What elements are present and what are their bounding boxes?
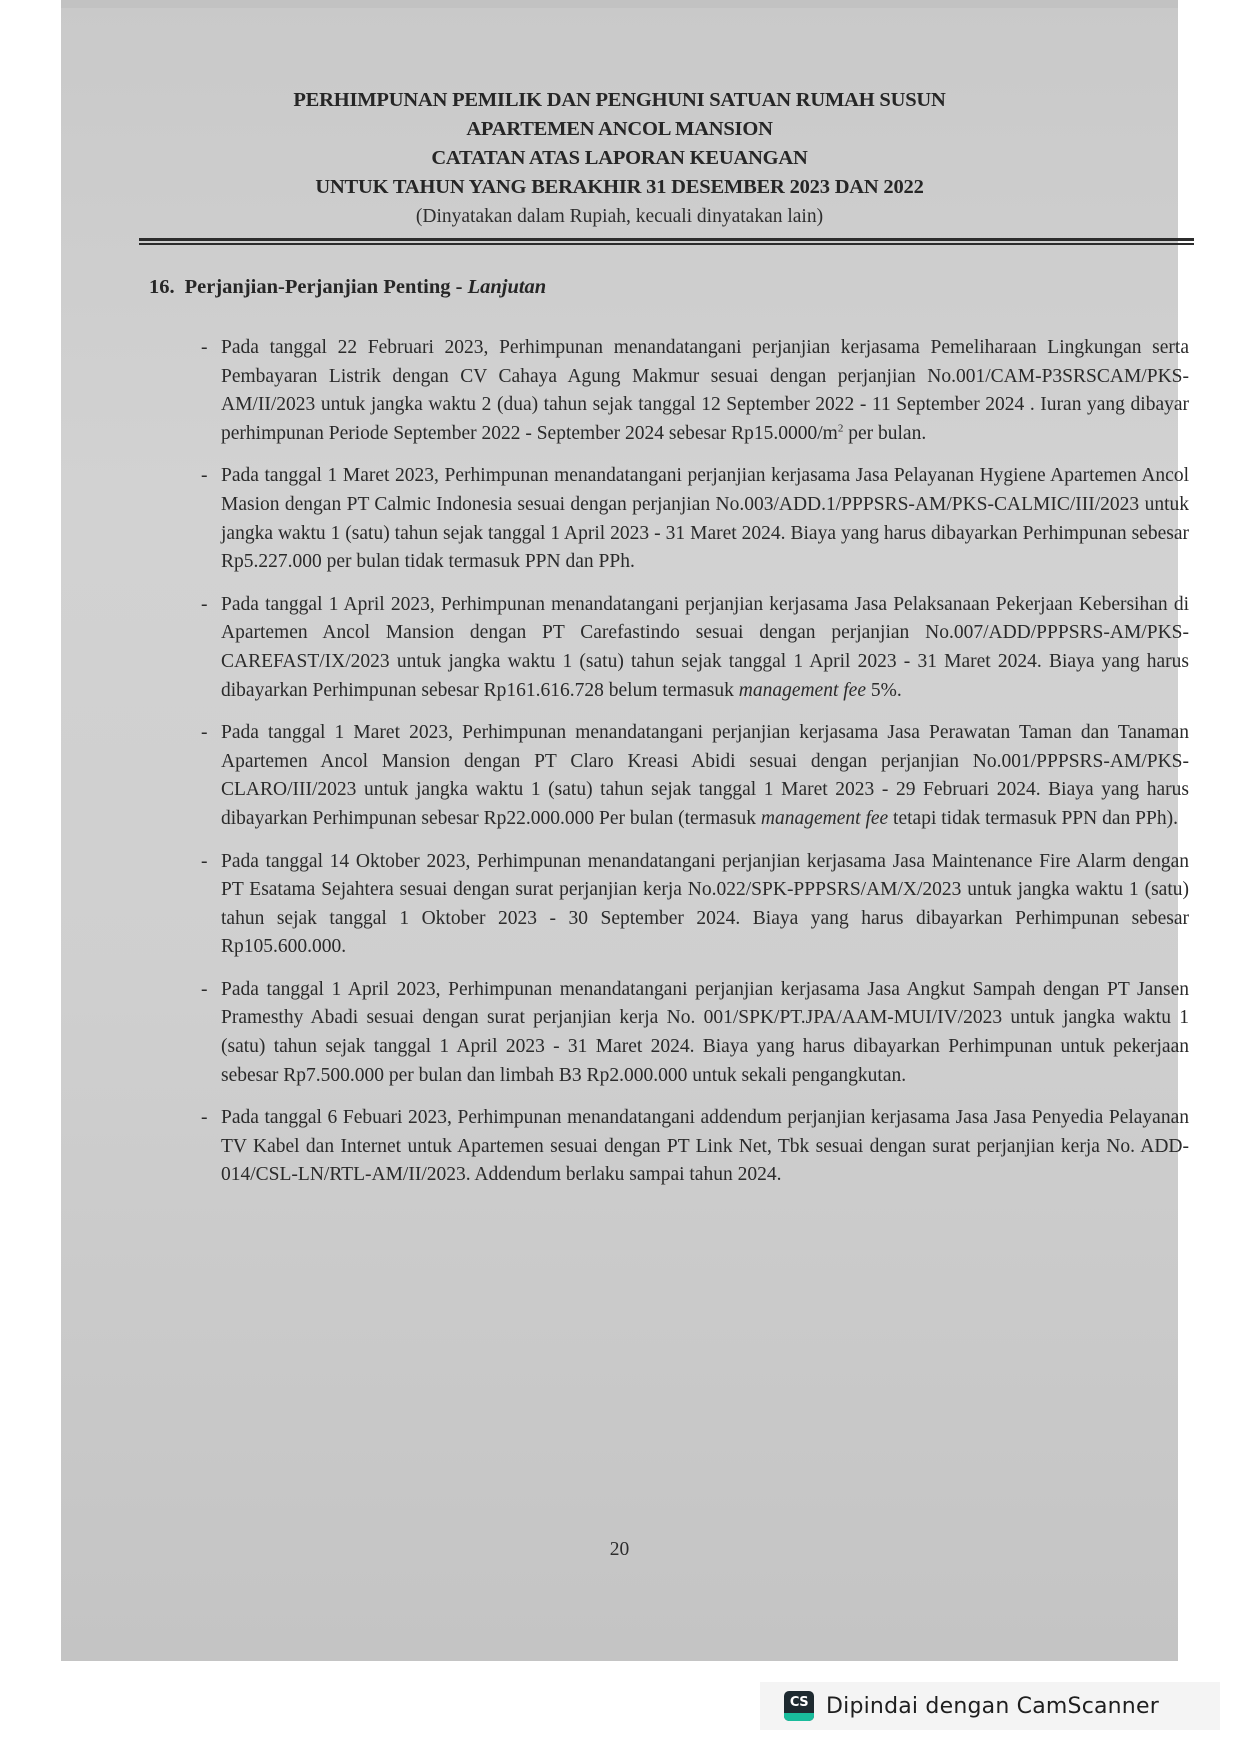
item-text-end: per bulan. [843, 422, 927, 444]
header-organization: PERHIMPUNAN PEMILIK DAN PENGHUNI SATUAN RUMAH SUSUN [293, 89, 946, 111]
list-item [197, 1104, 1189, 1190]
item-text: Pada tanggal 1 Maret 2023, Perhimpunan menandatangani perjanjian kerjasama Jasa Perawatan Taman dan Tanaman Apartemen Ancol Mansion dengan PT Claro Kreasi Abidi sesuai dengan perjanjian No.001/PPPSRS-AM/PKS-CLARO/III/2023 untuk jangka waktu 1 (satu) tahun sejak tanggal 1 Maret 2023 - 29 Februari 2024. Biaya yang harus dibayarkan Perhimpunan sebesar Rp22.000.000 Per bulan (termasuk [221, 722, 1189, 829]
document-header [61, 86, 1178, 231]
header-divider-thin [139, 243, 1194, 245]
bullet-dash: - [201, 337, 208, 358]
header-divider-thick [139, 238, 1194, 241]
item-text-end: 5%. [865, 679, 902, 701]
item-text: Pada tanggal 1 April 2023, Perhimpunan menandatangani perjanjian kerjasama Jasa Angkut Sampah dengan PT Jansen Pramesthy Abadi sesuai dengan surat perjanjian kerja No. 001/SPK/PT.JPA/AAM-MUI/IV/2023 untuk jangka waktu 1 (satu) tahun sejak tanggal 1 April 2023 - 31 Maret 2024. Biaya yang harus dibayarkan Perhimpunan untuk pekerjaan sebesar Rp7.500.000 per bulan dan limbah B3 Rp2.000.000 untuk sekali pengangkutan. [221, 978, 1189, 1086]
item-text-end: tetapi tidak termasuk PPN dan PPh). [888, 807, 1178, 829]
logo-text: CS [789, 1695, 809, 1710]
section-continuation: Lanjutan [467, 276, 547, 298]
camscanner-logo-icon [784, 1691, 814, 1721]
section-number: 16. [149, 276, 175, 298]
item-text: Pada tanggal 22 Februari 2023, Perhimpunan menandatangani perjanjian kerjasama Pemeliharaan Lingkungan serta Pembayaran Listrik dengan CV Cahaya Agung Makmur sesuai dengan perjanjian No.001/CAM-P3SRSCAM/PKS-AM/II/2023 untuk jangka waktu 2 (dua) tahun sejak tanggal 12 September 2022 - 11 September 2024 . Iuran yang dibayar perhimpunan Periode September 2022 - September 2024 sebesar Rp15.0000/m [221, 337, 1189, 444]
list-item [197, 462, 1189, 576]
list-item [197, 719, 1189, 833]
list-item [197, 334, 1189, 448]
italic-term: management fee [760, 807, 889, 829]
bullet-dash: - [201, 722, 208, 744]
item-text: Pada tanggal 1 Maret 2023, Perhimpunan menandatangani perjanjian kerjasama Jasa Pelayanan Hygiene Apartemen Ancol Masion dengan PT Calmic Indonesia sesuai dengan perjanjian No.003/ADD.1/PPPSRS-AM/PKS-CALMIC/III/2023 untuk jangka waktu 1 (satu) tahun sejak tanggal 1 April 2023 - 31 Maret 2024. Biaya yang harus dibayarkan Perhimpunan sebesar Rp5.227.000 per bulan tidak termasuk PPN dan PPh. [221, 465, 1189, 573]
header-currency-note: (Dinyatakan dalam Rupiah, kecuali dinyatakan lain) [415, 206, 824, 227]
header-apartment: APARTEMEN ANCOL MANSION [466, 118, 773, 140]
scanned-page [61, 0, 1189, 1661]
section-heading [149, 276, 546, 299]
italic-term: management fee [738, 679, 866, 701]
watermark-text: Dipindai dengan CamScanner [826, 1693, 1159, 1719]
item-text: Pada tanggal 1 April 2023, Perhimpunan menandatangani perjanjian kerjasama Jasa Pelaksanaan Pekerjaan Kebersihan di Apartemen Ancol Mansion dengan PT Carefastindo sesuai dengan perjanjian No.007/ADD/PPPSRS-AM/PKS-CAREFAST/IX/2023 untuk jangka waktu 1 (satu) tahun sejak tanggal 1 April 2023 - 31 Maret 2024. Biaya yang harus dibayarkan Perhimpunan sebesar Rp161.616.728 belum termasuk [221, 593, 1189, 701]
bullet-dash: - [201, 1107, 208, 1129]
list-item [197, 848, 1189, 962]
camscanner-watermark [760, 1682, 1220, 1730]
bullet-dash: - [201, 850, 208, 872]
list-item [197, 591, 1189, 705]
header-period: UNTUK TAHUN YANG BERAKHIR 31 DESEMBER 2023 DAN 2022 [315, 176, 924, 198]
bullet-dash: - [201, 593, 208, 615]
item-text: Pada tanggal 14 Oktober 2023, Perhimpunan menandatangani perjanjian kerjasama Jasa Maintenance Fire Alarm dengan PT Esatama Sejahtera sesuai dengan surat perjanjian kerja No.022/SPK-PPPSRS/AM/X/2023 untuk jangka waktu 1 (satu) tahun sejak tanggal 1 Oktober 2023 - 30 September 2024. Biaya yang harus dibayarkan Perhimpunan sebesar Rp105.600.000. [221, 850, 1189, 958]
logo-accent-band [784, 1713, 814, 1721]
superscript: 2 [837, 422, 844, 435]
page-number: 20 [609, 1539, 630, 1560]
list-item [197, 976, 1189, 1090]
agreement-list [197, 334, 1189, 1190]
section-title: Perjanjian-Perjanjian Penting - [184, 276, 468, 298]
bullet-dash: - [201, 978, 208, 1000]
header-report-title: CATATAN ATAS LAPORAN KEUANGAN [431, 147, 808, 169]
item-text: Pada tanggal 6 Febuari 2023, Perhimpunan menandatangani addendum perjanjian kerjasama Jasa Jasa Penyedia Pelayanan TV Kabel dan Internet untuk Apartemen sesuai dengan PT Link Net, Tbk sesuai dengan surat perjanjian kerja No. ADD-014/CSL-LN/RTL-AM/II/2023. Addendum berlaku sampai tahun 2024. [221, 1107, 1189, 1186]
bullet-dash: - [201, 465, 208, 487]
